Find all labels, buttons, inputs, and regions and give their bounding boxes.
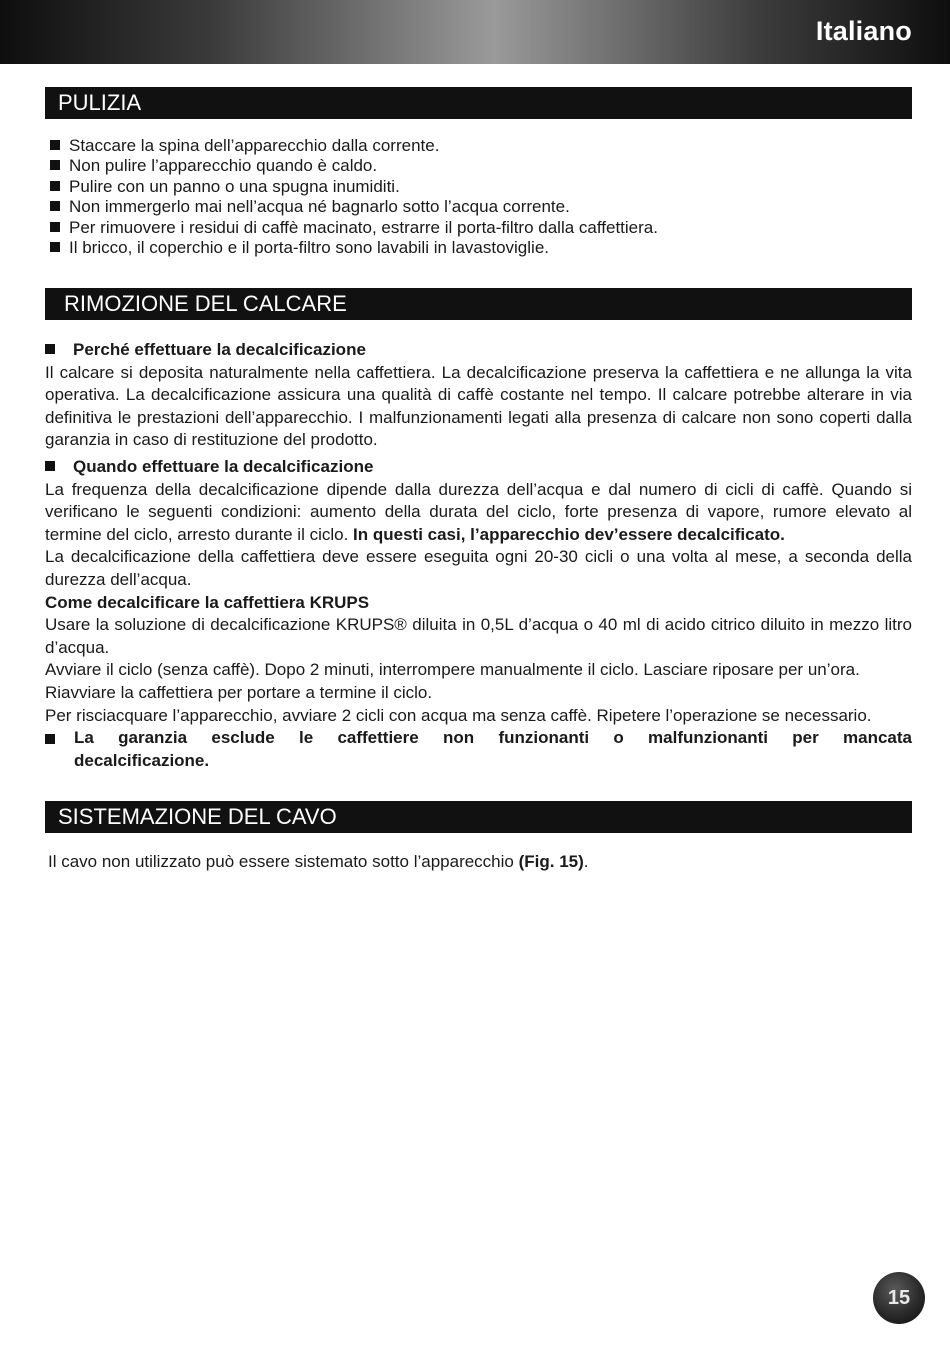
frequency-paragraph: La decalcificazione della caffettiera deve essere eseguita ogni 20-30 cicli o una volta al mese, a seconda della durezza dell’acqua. xyxy=(45,547,912,589)
square-bullet-icon xyxy=(50,201,60,211)
cycle-paragraph: Avviare il ciclo (senza caffè). Dopo 2 minuti, interrompere manualmente il ciclo. Lasciare riposare per un’ora. xyxy=(45,660,860,680)
pulizia-list xyxy=(50,136,658,258)
how-heading: Come decalcificare la caffettiera KRUPS xyxy=(45,592,370,612)
square-bullet-icon xyxy=(45,734,55,744)
list-item: Per rimuovere i residui di caffè macinato, estrarre il porta-filtro dalla caffettiera. xyxy=(50,218,658,238)
list-item: Non immergerlo mai nell’acqua né bagnarlo sotto l’acqua corrente. xyxy=(50,197,658,217)
when-paragraph: La frequenza della decalcificazione dipende dalla durezza dell’acqua e dal numero di cicli di caffè. Quando si verificano le seguenti condizioni: aumento della durata del ciclo, forte presenza di vapore, rumore elevato al termine del ciclo, arresto durante il ciclo. In questi casi, l’apparecchio dev’essere decalcificato. xyxy=(45,479,912,544)
list-item: Non pulire l’apparecchio quando è caldo. xyxy=(50,156,658,176)
list-item: Staccare la spina dell’apparecchio dalla corrente. xyxy=(50,136,658,156)
square-bullet-icon xyxy=(45,461,55,471)
why-paragraph: Il calcare si deposita naturalmente nella caffettiera. La decalcificazione preserva la caffettiera e ne allunga la vita operativa. La decalcificazione assicura una qualità di caffè costante nel tempo. Il calcare potrebbe alterare in via definitiva le prestazioni dell’apparecchio. I malfunzionamenti legati alla presenza di calcare non sono coperti dalla garanzia in caso di restituzione del prodotto. xyxy=(45,362,912,450)
section-heading-pulizia: PULIZIA xyxy=(45,87,912,119)
header-bar xyxy=(0,0,950,64)
language-label: Italiano xyxy=(815,16,912,46)
when-heading: Quando effettuare la decalcificazione xyxy=(45,456,912,479)
square-bullet-icon xyxy=(50,181,60,191)
when-bold-note: In questi casi, l’apparecchio dev’essere decalcificato. xyxy=(353,524,785,544)
list-item: Il bricco, il coperchio e il porta-filtro sono lavabili in lavastoviglie. xyxy=(50,238,658,258)
why-heading: Perché effettuare la decalcificazione xyxy=(45,339,912,362)
calcare-body xyxy=(45,339,912,452)
calcare-when xyxy=(45,456,912,772)
square-bullet-icon xyxy=(50,222,60,232)
square-bullet-icon xyxy=(50,160,60,170)
page-number-badge: 15 xyxy=(873,1272,925,1324)
how-paragraph: Usare la soluzione di decalcificazione KRUPS® diluita in 0,5L d’acqua o 40 ml di acido citrico diluito in mezzo litro d’acqua. xyxy=(45,615,912,657)
list-item: Pulire con un panno o una spugna inumiditi. xyxy=(50,177,658,197)
warranty-warning: La garanzia esclude le caffettiere non funzionanti o malfunzionanti per mancata decalcificazione. xyxy=(45,727,912,772)
section-heading-calcare: RIMOZIONE DEL CALCARE xyxy=(45,288,912,320)
square-bullet-icon xyxy=(50,242,60,252)
square-bullet-icon xyxy=(45,344,55,354)
restart-paragraph: Riavviare la caffettiera per portare a termine il ciclo. xyxy=(45,682,433,702)
section-heading-cavo: SISTEMAZIONE DEL CAVO xyxy=(45,801,912,833)
square-bullet-icon xyxy=(50,140,60,150)
figure-reference: (Fig. 15) xyxy=(518,852,584,871)
cable-paragraph: Il cavo non utilizzato può essere sistemato sotto l’apparecchio (Fig. 15). xyxy=(48,852,589,871)
rinse-paragraph: Per risciacquare l’apparecchio, avviare 2 cicli con acqua ma senza caffè. Ripetere l’operazione se necessario. xyxy=(45,705,872,725)
